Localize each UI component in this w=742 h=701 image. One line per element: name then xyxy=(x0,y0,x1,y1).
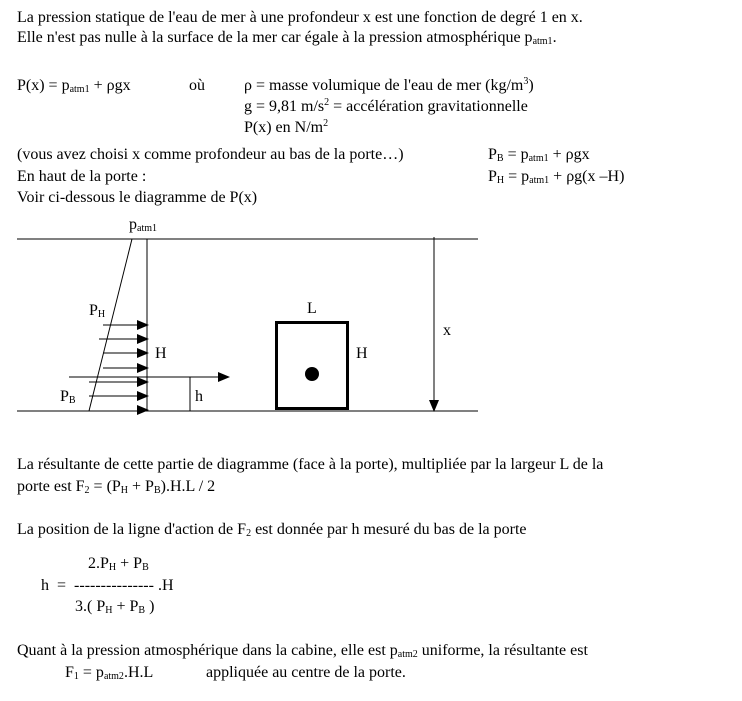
subscript: H xyxy=(105,605,113,616)
text: p xyxy=(129,216,137,233)
text: F xyxy=(65,664,74,681)
subscript: H xyxy=(120,485,129,496)
text: uniforme, la résultante est xyxy=(417,642,588,659)
text: ) xyxy=(145,598,155,615)
door-height-label: H xyxy=(356,345,368,362)
door-center-dot xyxy=(305,367,319,381)
h-formula-fraction xyxy=(41,577,174,595)
ou-label: où xyxy=(189,77,205,94)
f1-formula xyxy=(65,664,153,682)
text: ρ = masse volumique de l'eau de mer (kg/m xyxy=(244,77,524,94)
text: = p xyxy=(503,146,529,163)
text: P xyxy=(488,146,497,163)
subscript: 1 xyxy=(73,671,79,682)
superscript: 3 xyxy=(523,76,529,87)
text: P xyxy=(60,388,69,405)
applied-note: appliquée au centre de la porte. xyxy=(206,664,406,681)
pb-label xyxy=(60,388,76,406)
subscript: 2 xyxy=(84,485,90,496)
subscript: B xyxy=(496,153,504,164)
text: g = 9,81 m/s xyxy=(244,98,325,115)
subscript: B xyxy=(142,562,149,573)
text: porte est F xyxy=(17,478,85,495)
pressure-arrows xyxy=(89,325,147,410)
door-rectangle xyxy=(277,323,348,409)
fraction-bar: --------------- .H xyxy=(74,577,174,594)
text: ) xyxy=(528,77,534,94)
text: P xyxy=(488,168,497,185)
superscript: 2 xyxy=(323,118,329,129)
text: = p xyxy=(78,664,104,681)
text: est donnée par h mesuré du bas de la porte xyxy=(251,521,527,538)
subscript: H xyxy=(108,562,117,573)
text: + P xyxy=(116,555,143,572)
text: + P xyxy=(112,598,139,615)
h-formula-denominator xyxy=(75,598,154,616)
h-label: h xyxy=(195,388,203,405)
subscript: 2 xyxy=(246,528,252,539)
subscript: H xyxy=(97,309,106,320)
text: + ρgx xyxy=(548,146,590,163)
ph-label xyxy=(89,302,105,320)
text: = accélération gravitationnelle xyxy=(329,98,528,115)
h-formula-numerator xyxy=(88,555,149,573)
subscript: atm2 xyxy=(103,671,124,682)
resultant-line-2 xyxy=(17,478,215,496)
top-label: En haut de la porte : xyxy=(17,168,147,185)
text: La position de la ligne d'action de F xyxy=(17,521,247,538)
superscript: 2 xyxy=(324,97,330,108)
text: 3.( P xyxy=(75,598,106,615)
text: P(x) = p xyxy=(17,77,70,94)
subscript: atm1 xyxy=(528,153,549,164)
subscript: atm1 xyxy=(137,223,157,234)
text: = p xyxy=(504,168,530,185)
text: = (P xyxy=(89,478,121,495)
subscript: atm1 xyxy=(529,175,550,186)
text: P xyxy=(89,302,98,319)
text: Elle n'est pas nulle à la surface de la mer car égale à la pression atmosphérique p xyxy=(17,29,533,46)
text: P(x) en N/m xyxy=(244,119,324,136)
text: h = xyxy=(41,577,75,594)
subscript: atm2 xyxy=(397,649,418,660)
text: ).H.L / 2 xyxy=(160,478,216,495)
text: . xyxy=(552,29,557,46)
subscript: atm1 xyxy=(532,36,553,47)
text: + ρgx xyxy=(89,77,131,94)
see-diagram: Voir ci-dessous le diagramme de P(x) xyxy=(17,189,258,206)
subscript: B xyxy=(68,395,76,406)
door-width-label: L xyxy=(307,300,317,317)
choice-note: (vous avez choisi x comme profondeur au bas de la porte…) xyxy=(17,146,404,163)
text: .H.L xyxy=(123,664,154,681)
subscript: atm1 xyxy=(69,84,90,95)
subscript: B xyxy=(153,485,161,496)
text: Quant à la pression atmosphérique dans la cabine, elle est p xyxy=(17,642,398,659)
subscript: H xyxy=(496,175,505,186)
h-wall-label: H xyxy=(155,345,167,362)
text: + ρg(x –H) xyxy=(549,168,625,185)
intro-line-1: La pression statique de l'eau de mer à une profondeur x est une fonction de degré 1 en x. xyxy=(17,9,583,26)
text: 2.P xyxy=(88,555,109,572)
subscript: B xyxy=(138,605,146,616)
patm1-label xyxy=(129,216,157,234)
text: + P xyxy=(128,478,154,495)
resultant-line-1: La résultante de cette partie de diagramme (face à la porte), multipliée par la largeur L de la xyxy=(17,456,604,473)
depth-label: x xyxy=(443,322,451,339)
position-line xyxy=(17,521,527,539)
cabin-line-1 xyxy=(17,642,588,660)
